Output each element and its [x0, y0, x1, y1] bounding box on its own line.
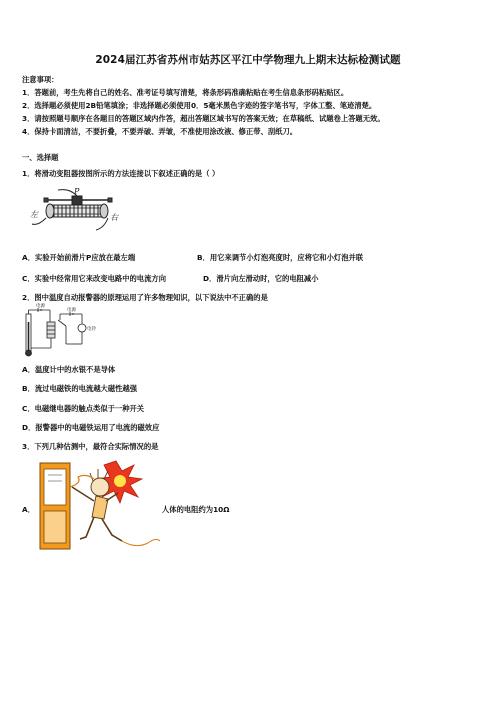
alarm-power-label-2: 电源 [67, 308, 76, 313]
rheostat-right-label: 右 [110, 213, 118, 222]
notice-item-2: 2．选择题必须使用2B铅笔填涂；非选择题必须使用0．5毫米黑色字迹的签字笔书写，字体工整、笔迹清楚。 [22, 101, 377, 110]
q2-option-c: C．电磁继电器的触点类似于一种开关 [22, 404, 145, 413]
q3-option-a-text: 人体的电阻约为10Ω [162, 505, 230, 514]
notice-item-4: 4．保持卡面清洁，不要折叠，不要弄破、弄皱，不准使用涂改液、修正带、刮纸刀。 [22, 127, 298, 136]
q2-stem: 2．图中温度自动报警器的原理运用了许多物理知识，以下说法中不正确的是 [22, 293, 268, 302]
notice-item-3: 3．请按照题号顺序在各题目的答题区域内作答，超出答题区域书写的答案无效；在草稿纸、试题卷上答题无效。 [22, 114, 385, 123]
q3-option-a-label: A． [22, 505, 35, 514]
temperature-alarm-figure [20, 304, 100, 358]
q2-option-a: A．温度计中的水银不是导体 [22, 365, 116, 374]
q2-option-b: B．流过电磁铁的电流越大磁性越强 [22, 384, 138, 393]
page-title: 2024届江苏省苏州市姑苏区平江中学物理九上期末达标检测试题 [95, 54, 401, 66]
electric-shock-illustration [38, 457, 162, 555]
notice-heading: 注意事项： [22, 75, 59, 84]
q3-stem: 3．下列几种估测中，最符合实际情况的是 [22, 442, 159, 451]
q1-option-d: D．滑片向左滑动时，它的电阻减小 [203, 274, 319, 283]
alarm-power-label-1: 电源 [36, 304, 45, 309]
q1-option-c: C．实验中经常用它来改变电路中的电流方向 [22, 274, 166, 283]
rheostat-left-label: 左 [30, 210, 38, 219]
rheostat-figure [30, 188, 122, 234]
notice-item-1: 1．答题前，考生先将自己的姓名、准考证号填写清楚，将条形码准确粘贴在考生信息条形码粘贴区。 [22, 88, 349, 97]
rheostat-p-label: P [74, 187, 80, 196]
q1-option-b: B．用它来调节小灯泡亮度时，应将它和小灯泡并联 [197, 253, 364, 262]
q1-stem: 1．将滑动变阻器按图所示的方法连接以下叙述正确的是（ ） [22, 169, 220, 178]
q1-option-a: A．实验开始前滑片P应放在最左端 [22, 253, 136, 262]
alarm-bell-label: 电铃 [87, 327, 96, 332]
section-heading: 一、选择题 [22, 153, 59, 162]
q2-option-d: D．报警器中的电磁铁运用了电流的磁效应 [22, 423, 160, 432]
